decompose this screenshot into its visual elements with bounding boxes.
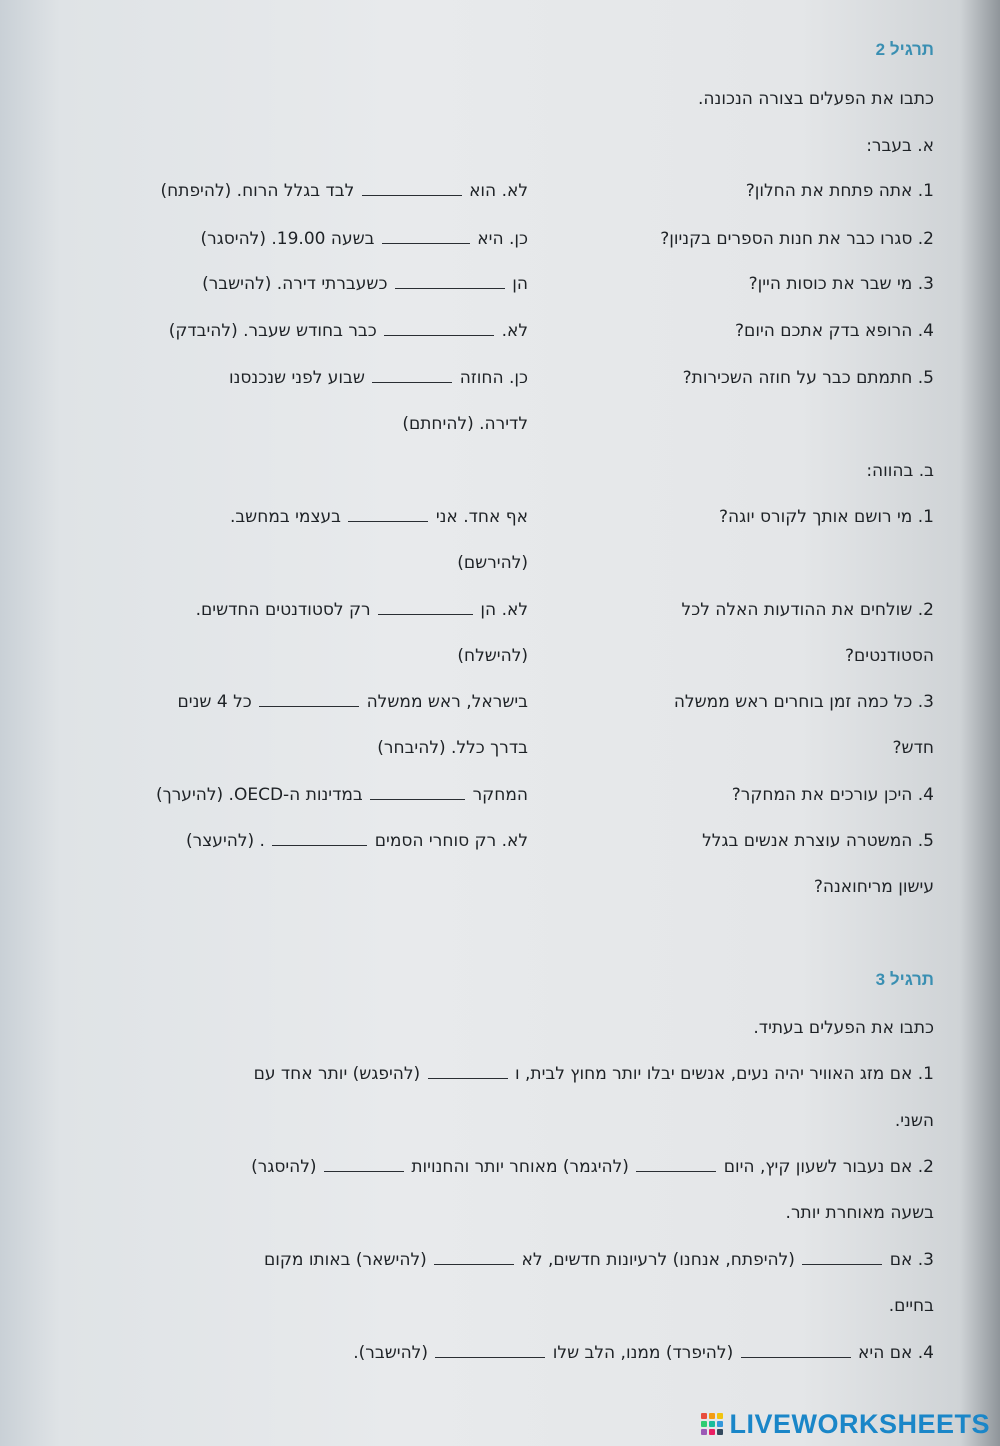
answer-a3-suffix: כשעברתי דירה. (להישבר)	[202, 274, 388, 294]
sentence-3-part-b: (להיפתח, אנחנו) לרעיונות חדשים, לא	[521, 1250, 795, 1270]
answer-b1-continued: (להירשם)	[457, 553, 528, 573]
exercise-3-instruction: כתבו את הפעלים בעתיד.	[753, 1018, 934, 1038]
answer-b2-continued: (להישלח)	[457, 646, 528, 666]
answer-a4-suffix: כבר בחודש שעבר. (להיבדק)	[168, 321, 377, 341]
answer-b1-suffix: בעצמי במחשב.	[229, 507, 342, 527]
answer-a2-suffix: בשעה 19.00. (להיסגר)	[200, 229, 375, 249]
answer-a3	[202, 273, 528, 295]
question-b2: 2. שולחים את ההודעות האלה לכל	[681, 600, 934, 620]
sentence-1-continued: השני.	[894, 1111, 934, 1131]
sentence-4-blank-2[interactable]	[435, 1342, 545, 1358]
answer-a5-prefix: כן. החוזה	[459, 368, 528, 388]
answer-b4-suffix: במדינות ה-OECD. (להיערך)	[155, 785, 363, 805]
question-b5: 5. המשטרה עוצרת אנשים בגלל	[702, 831, 934, 851]
liveworksheets-logo	[701, 1409, 990, 1439]
question-b1: 1. מי רושם אותך לקורס יוגה?	[718, 507, 934, 527]
sentence-2-continued: בשעה מאוחרת יותר.	[785, 1203, 934, 1223]
exercise-3-title: תרגיל 3	[875, 970, 934, 989]
question-b2-continued: הסטודנטים?	[844, 646, 934, 666]
logo-text: LIVEWORKSHEETS	[729, 1408, 990, 1439]
sentence-4	[353, 1342, 934, 1364]
question-a1: 1. אתה פתחת את החלון?	[745, 181, 934, 201]
sentence-4-blank-1[interactable]	[741, 1342, 851, 1358]
exercise-2-instruction: כתבו את הפעלים בצורה הנכונה.	[698, 89, 934, 109]
answer-a2	[201, 228, 529, 250]
answer-b4-prefix: המחקר	[472, 785, 528, 805]
answer-b2	[196, 599, 528, 621]
sentence-3-blank-2[interactable]	[434, 1249, 514, 1265]
answer-b2-prefix: לא. הן	[480, 600, 528, 620]
answer-b4-blank[interactable]	[370, 784, 465, 800]
answer-b3-suffix: כל 4 שנים	[177, 692, 252, 712]
answer-a1	[161, 180, 528, 202]
answer-a3-prefix: הן	[512, 274, 528, 294]
answer-a2-prefix: כן. היא	[477, 229, 528, 249]
answer-b3	[178, 691, 528, 713]
answer-b4	[156, 784, 528, 806]
question-a3: 3. מי שבר את כוסות היין?	[748, 274, 934, 294]
sentence-1	[254, 1063, 934, 1085]
answer-b5-prefix: לא. רק סוחרי הסמים	[374, 831, 528, 851]
sentence-2-part-b: (להיגמר) מאוחר יותר והחנויות	[411, 1157, 629, 1177]
sentence-2	[251, 1156, 934, 1178]
answer-b5	[186, 830, 528, 852]
sentence-1-part-a: 1. אם מזג האוויר יהיה נעים, אנשים יבלו יותר מחוץ לבית, ו	[514, 1064, 934, 1084]
answer-b5-blank[interactable]	[272, 830, 367, 846]
answer-a1-prefix: לא. הוא	[469, 181, 528, 201]
answer-a4-prefix: לא.	[501, 321, 528, 341]
part-a-heading: א. בעבר:	[866, 136, 934, 156]
answer-a5-blank[interactable]	[372, 367, 452, 383]
answer-b2-blank[interactable]	[378, 599, 473, 615]
sentence-1-part-b: (להיפגש) יותר אחד עם	[253, 1064, 421, 1084]
question-b3-continued: חדש?	[892, 738, 934, 758]
logo-grid-icon	[701, 1413, 723, 1435]
sentence-3-blank-1[interactable]	[802, 1249, 882, 1265]
answer-a5	[229, 367, 528, 389]
answer-a5-continued: לדירה. (להיחתם)	[402, 414, 528, 434]
sentence-2-blank-2[interactable]	[324, 1156, 404, 1172]
sentence-3-part-c: (להישאר) באותו מקום	[263, 1250, 427, 1270]
answer-b1-blank[interactable]	[348, 506, 428, 522]
sentence-2-blank-1[interactable]	[636, 1156, 716, 1172]
answer-b1	[230, 506, 528, 528]
answer-b1-prefix: אף אחד. אני	[435, 507, 528, 527]
exercise-2-title: תרגיל 2	[875, 40, 934, 59]
question-a4: 4. הרופא בדק אתכם היום?	[735, 321, 934, 341]
answer-b2-suffix: רק לסטודנטים החדשים.	[195, 600, 371, 620]
answer-a1-blank[interactable]	[362, 180, 462, 196]
question-a5: 5. חתמתם כבר על חוזה השכירות?	[682, 368, 934, 388]
sentence-3-part-a: 3. אם	[889, 1250, 934, 1270]
sentence-4-part-a: 4. אם היא	[858, 1343, 934, 1363]
sentence-1-blank[interactable]	[428, 1063, 508, 1079]
answer-b3-blank[interactable]	[259, 691, 359, 707]
question-b3: 3. כל כמה זמן בוחרים ראש ממשלה	[673, 692, 934, 712]
answer-a2-blank[interactable]	[382, 228, 470, 244]
sentence-3-continued: בחיים.	[888, 1296, 934, 1316]
answer-b3-continued: בדרך כלל. (להיבחר)	[377, 738, 528, 758]
answer-a5-suffix: שבוע לפני שנכנסנו	[228, 368, 365, 388]
question-b5-continued: עישון מריחואנה?	[813, 877, 934, 897]
sentence-4-part-b: (להיפרד) ממנו, הלב שלו	[552, 1343, 734, 1363]
answer-a4	[169, 320, 528, 342]
sentence-2-part-a: 2. אם נעבור לשעון קיץ, היום	[723, 1157, 934, 1177]
sentence-2-part-c: (להיסגר)	[251, 1157, 317, 1177]
answer-b5-suffix: . (להיעצר)	[185, 831, 265, 851]
answer-a1-suffix: לבד בגלל הרוח. (להיפתח)	[160, 181, 355, 201]
question-b4: 4. היכן עורכים את המחקר?	[731, 785, 934, 805]
sentence-4-part-c: (להישבר).	[353, 1343, 428, 1363]
sentence-3	[264, 1249, 934, 1271]
answer-a4-blank[interactable]	[384, 320, 494, 336]
part-b-heading: ב. בהווה:	[866, 461, 934, 481]
answer-b3-prefix: בישראל, ראש ממשלה	[366, 692, 528, 712]
question-a2: 2. סגרו כבר את חנות הספרים בקניון?	[660, 229, 934, 249]
answer-a3-blank[interactable]	[395, 273, 505, 289]
